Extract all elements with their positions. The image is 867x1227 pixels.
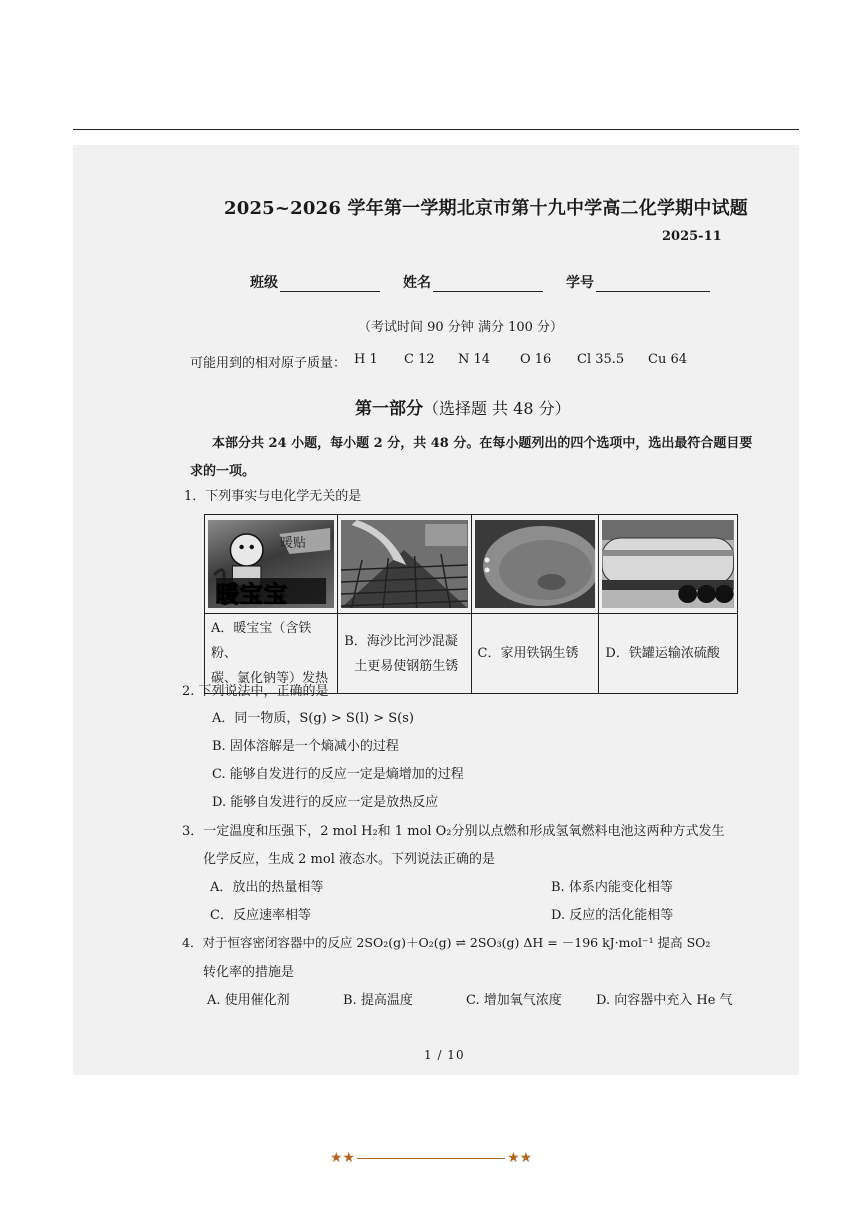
name-blank[interactable]	[433, 277, 543, 292]
class-blank[interactable]	[280, 277, 380, 292]
question-3-option-b: B. 体系内能变化相等	[551, 880, 673, 895]
footer-left-stars: ★★	[330, 1150, 356, 1166]
question-2-option-a: A．同一物质，S(g) > S(l) > S(s)	[212, 711, 415, 726]
question-2-option-d: D. 能够自发进行的反应一定是放热反应	[212, 795, 439, 810]
page-number: 1 / 10	[424, 1048, 465, 1062]
footer-right-stars: ★★	[507, 1150, 533, 1166]
atomic-mass-item: Cu 64	[648, 352, 687, 367]
option-a-image-cell	[205, 515, 338, 614]
name-label: 姓名	[403, 275, 431, 291]
question-4-option-a: A. 使用催化剂	[207, 993, 290, 1008]
option-c-image-cell	[471, 515, 599, 614]
hand-warmer-small-text: 暖贴	[280, 536, 307, 551]
question-4-stem-line1: 4．对于恒容密闭容器中的反应 2SO₂(g)＋O₂(g) ⇌ 2SO₃(g) ΔH = －196 kJ·mol⁻¹ 提高 SO₂	[182, 935, 711, 950]
option-a-line2: 碳、氯化钠等）发热	[211, 671, 329, 686]
option-b-text	[338, 614, 471, 694]
rebar-concrete-image	[341, 520, 467, 608]
footer-decoration	[330, 1150, 532, 1166]
atomic-mass-item: Cl 35.5	[577, 352, 625, 367]
section-heading	[355, 394, 571, 419]
section-title: 第一部分	[355, 399, 423, 419]
option-b-line1: B．海沙比河沙混凝	[344, 633, 458, 649]
option-d-text	[599, 614, 738, 694]
rusty-iron-pan-image	[475, 520, 596, 608]
question-3-stem-line2: 化学反应，生成 2 mol 液态水。下列说法正确的是	[203, 852, 495, 867]
atomic-mass-item: O 16	[520, 352, 552, 367]
question-1-stem: 1．下列事实与电化学无关的是	[184, 489, 362, 504]
atomic-mass-item: C 12	[404, 352, 435, 367]
exam-time-info: （考试时间 90 分钟 满分 100 分）	[358, 320, 564, 335]
top-rule	[73, 129, 799, 130]
name-field[interactable]	[403, 272, 543, 292]
question-2-option-c: C. 能够自发进行的反应一定是熵增加的过程	[212, 767, 464, 782]
question-3-option-d: D. 反应的活化能相等	[551, 908, 674, 923]
section-intro: 本部分共 24 小题，每小题 2 分，共 48 分。在每小题列出的四个选项中，选出最符合题目要求的一项。	[190, 436, 753, 479]
class-label: 班级	[250, 275, 278, 291]
atomic-mass-item: N 14	[458, 352, 491, 367]
tank-truck-image	[602, 520, 734, 608]
question-2-stem: 2. 下列说法中，正确的是	[182, 684, 329, 699]
id-blank[interactable]	[596, 277, 710, 292]
question-3-option-a: A．放出的热量相等	[210, 880, 324, 895]
question-4-stem-line2: 转化率的措施是	[203, 965, 295, 980]
footer-line	[357, 1158, 505, 1159]
atomic-mass-label: 可能用到的相对原子质量：	[190, 356, 347, 371]
section-subtitle: （选择题 共 48 分）	[423, 399, 571, 418]
id-label: 学号	[566, 275, 594, 291]
exam-date: 2025-11	[662, 229, 722, 244]
hand-warmer-image	[208, 520, 334, 608]
option-c-text	[471, 614, 599, 694]
option-d-image-cell	[599, 515, 738, 614]
question-1-options-table	[204, 514, 738, 694]
option-b-image-cell	[338, 515, 471, 614]
option-c-line1: C．家用铁锅生锈	[477, 646, 579, 661]
atomic-mass-item: H 1	[354, 352, 378, 367]
hand-warmer-brand-text: 暖宝宝	[216, 581, 288, 608]
class-field[interactable]	[250, 272, 380, 292]
question-3-option-c: C．反应速率相等	[210, 908, 311, 923]
question-4-option-b: B. 提高温度	[343, 993, 413, 1008]
option-b-line2: 土更易使钢筋生锈	[354, 658, 459, 674]
question-4-option-c: C. 增加氧气浓度	[466, 993, 562, 1008]
question-4-option-d: D. 向容器中充入 He 气	[596, 993, 733, 1008]
option-d-line1: D．铁罐运输浓硫酸	[605, 646, 720, 661]
question-2-option-b: B. 固体溶解是一个熵减小的过程	[212, 739, 399, 754]
id-field[interactable]	[566, 272, 710, 292]
question-3-stem-line1: 3．一定温度和压强下，2 mol H₂和 1 mol O₂分别以点燃和形成氢氧燃料电池这两种方式发生	[182, 824, 725, 839]
exam-title: 2025~2026 学年第一学期北京市第十九中学高二化学期中试题	[224, 198, 748, 219]
option-a-line1: A．暖宝宝（含铁粉、	[211, 621, 312, 661]
